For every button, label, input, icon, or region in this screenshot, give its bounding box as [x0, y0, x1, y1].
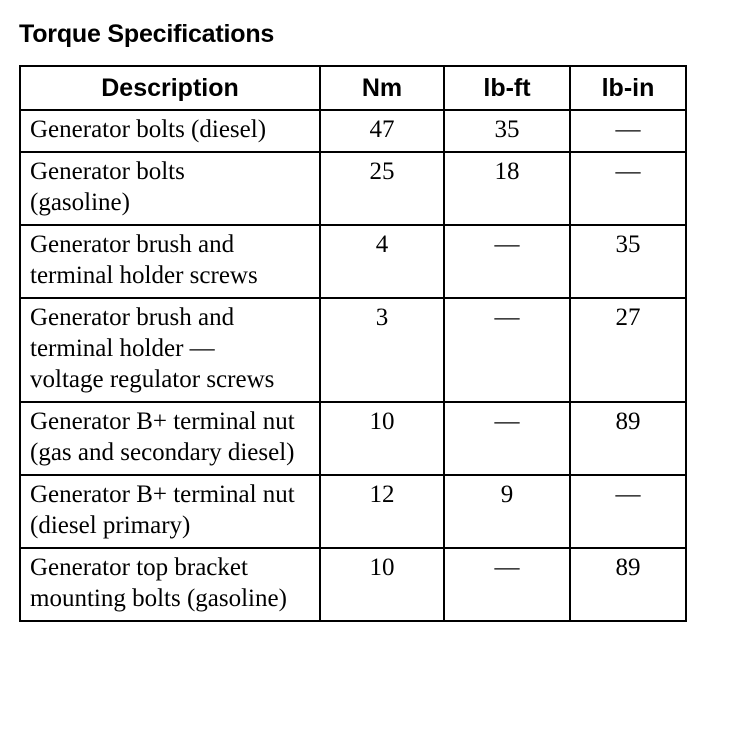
table-row: [20, 298, 686, 402]
cell-lb-in: —: [570, 110, 686, 152]
cell-lb-in: 35: [570, 225, 686, 298]
cell-nm: 25: [320, 152, 444, 225]
cell-lb-in: 89: [570, 548, 686, 621]
cell-nm: 4: [320, 225, 444, 298]
cell-lb-in: —: [570, 475, 686, 548]
table-row: [20, 225, 686, 298]
cell-lb-ft: 9: [444, 475, 570, 548]
column-header-lb-ft: lb-ft: [444, 66, 570, 110]
cell-nm: 10: [320, 402, 444, 475]
torque-specifications-table: [19, 65, 687, 622]
table-row: [20, 152, 686, 225]
cell-lb-ft: —: [444, 298, 570, 402]
cell-lb-ft: —: [444, 548, 570, 621]
cell-description: Generator bolts (diesel): [20, 110, 320, 152]
cell-description: Generator top bracket mounting bolts (gasoline): [20, 548, 320, 621]
column-header-nm: Nm: [320, 66, 444, 110]
cell-lb-ft: —: [444, 225, 570, 298]
cell-lb-ft: 35: [444, 110, 570, 152]
table-row: [20, 110, 686, 152]
cell-description: Generator brush and terminal holder — voltage regulator screws: [20, 298, 320, 402]
cell-lb-ft: 18: [444, 152, 570, 225]
cell-nm: 3: [320, 298, 444, 402]
cell-lb-in: —: [570, 152, 686, 225]
cell-description: Generator B+ terminal nut (gas and secondary diesel): [20, 402, 320, 475]
page-title: Torque Specifications: [19, 20, 275, 48]
table-header-row: [20, 66, 686, 110]
cell-lb-in: 27: [570, 298, 686, 402]
cell-description: Generator brush and terminal holder screws: [20, 225, 320, 298]
column-header-lb-in: lb-in: [570, 66, 686, 110]
cell-description: Generator bolts (gasoline): [20, 152, 320, 225]
cell-nm: 10: [320, 548, 444, 621]
cell-lb-in: 89: [570, 402, 686, 475]
table-row: [20, 475, 686, 548]
cell-lb-ft: —: [444, 402, 570, 475]
table-row: [20, 402, 686, 475]
cell-nm: 12: [320, 475, 444, 548]
table-row: [20, 548, 686, 621]
cell-nm: 47: [320, 110, 444, 152]
cell-description: Generator B+ terminal nut (diesel primary): [20, 475, 320, 548]
column-header-description: Description: [20, 66, 320, 110]
